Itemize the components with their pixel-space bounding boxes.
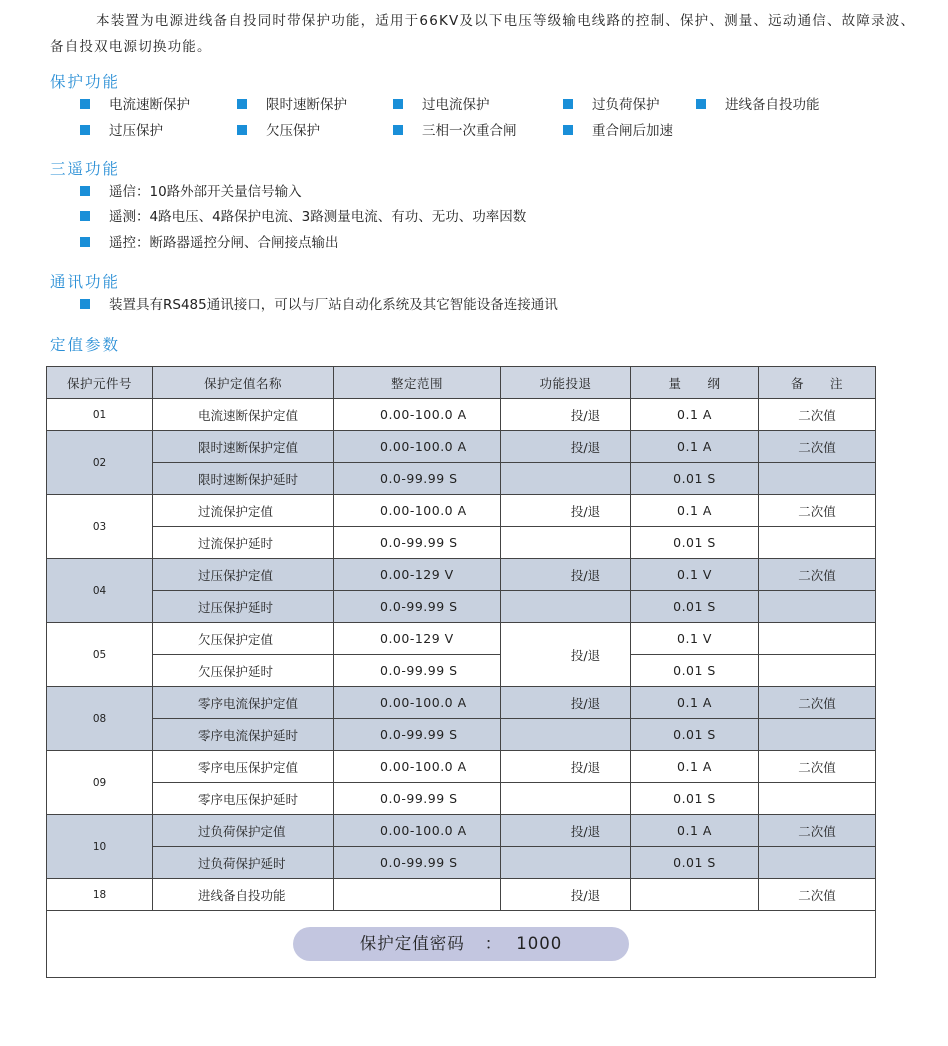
protection-item [563, 95, 660, 115]
table-row [47, 463, 876, 495]
bullet-square-icon [80, 237, 90, 247]
setting-name-cell: 过流保护定值 [153, 495, 334, 527]
note-cell: 二次值 [759, 559, 876, 591]
bullet-square-icon [393, 99, 403, 109]
bullet-square-icon [393, 125, 403, 135]
intro-paragraph: 本装置为电源进线备自投同时带保护功能，适用于66KV及以下电压等级输电线路的控制、保护、测量、远动通信、故障录波、备自投双电源切换功能。 [50, 13, 916, 55]
table-row [47, 399, 876, 431]
note-cell: 二次值 [759, 879, 876, 911]
protection-item [563, 121, 673, 141]
switch-cell [501, 847, 631, 879]
bullet-square-icon [696, 99, 706, 109]
password-separator: ： [484, 934, 503, 953]
table-row [47, 815, 876, 847]
protection-item [696, 95, 820, 115]
protection-item [237, 121, 320, 141]
protection-item-label: 进线备自投功能 [725, 97, 820, 113]
range-cell: 0.0-99.99 S [334, 783, 501, 815]
unit-cell [631, 879, 759, 911]
protection-item-label: 欠压保护 [266, 123, 320, 139]
unit-cell: 0.1 A [631, 815, 759, 847]
table-row [47, 591, 876, 623]
protection-item [393, 121, 517, 141]
range-cell: 0.0-99.99 S [334, 527, 501, 559]
protection-item-label: 限时速断保护 [266, 97, 347, 113]
switch-cell: 投/退 [501, 495, 631, 527]
protection-item-label: 重合闸后加速 [592, 123, 673, 139]
communication-text: 装置具有RS485通讯接口，可以与厂站自动化系统及其它智能设备连接通讯 [109, 297, 558, 313]
element-id-cell: 09 [47, 751, 153, 815]
range-cell: 0.00-100.0 A [334, 687, 501, 719]
remote-signal-text: 遥信：10路外部开关量信号输入 [109, 184, 302, 200]
unit-cell: 0.01 S [631, 783, 759, 815]
protection-item-label: 过压保护 [109, 123, 163, 139]
table-row [47, 879, 876, 911]
bullet-square-icon [563, 125, 573, 135]
setting-name-cell: 限时速断保护定值 [153, 431, 334, 463]
note-cell [759, 783, 876, 815]
element-id-cell: 04 [47, 559, 153, 623]
range-cell: 0.0-99.99 S [334, 847, 501, 879]
bullet-square-icon [80, 125, 90, 135]
switch-cell: 投/退 [501, 751, 631, 783]
settings-table [46, 366, 876, 978]
element-id-cell: 08 [47, 687, 153, 751]
switch-cell [501, 719, 631, 751]
table-row [47, 847, 876, 879]
range-cell: 0.0-99.99 S [334, 463, 501, 495]
range-cell: 0.0-99.99 S [334, 591, 501, 623]
table-row [47, 527, 876, 559]
protection-item-label: 过负荷保护 [592, 97, 660, 113]
setting-name-cell: 限时速断保护延时 [153, 463, 334, 495]
switch-cell: 投/退 [501, 879, 631, 911]
unit-cell: 0.01 S [631, 527, 759, 559]
bullet-square-icon [80, 186, 90, 196]
table-row [47, 687, 876, 719]
setting-name-cell: 欠压保护延时 [153, 655, 334, 687]
bullet-square-icon [80, 211, 90, 221]
setting-name-cell: 过压保护定值 [153, 559, 334, 591]
range-cell: 0.00-129 V [334, 559, 501, 591]
setting-name-cell: 进线备自投功能 [153, 879, 334, 911]
setting-name-cell: 零序电压保护延时 [153, 783, 334, 815]
note-cell [759, 463, 876, 495]
unit-cell: 0.01 S [631, 847, 759, 879]
element-id-cell: 02 [47, 431, 153, 495]
setting-name-cell: 过负荷保护延时 [153, 847, 334, 879]
switch-cell [501, 591, 631, 623]
range-cell [334, 879, 501, 911]
protection-item [237, 95, 347, 115]
table-header-row [47, 367, 876, 399]
remote-control-text: 遥控：断路器遥控分闸、合闸接点输出 [109, 235, 339, 251]
note-cell [759, 591, 876, 623]
element-id-cell: 05 [47, 623, 153, 687]
setting-name-cell: 零序电压保护定值 [153, 751, 334, 783]
range-cell: 0.00-100.0 A [334, 431, 501, 463]
bullet-square-icon [80, 299, 90, 309]
section-title-settings: 定值参数 [50, 336, 121, 354]
remote-measure-text: 遥测：4路电压、4路保护电流、3路测量电流、有功、无功、功率因数 [109, 209, 527, 225]
unit-cell: 0.1 V [631, 623, 759, 655]
table-row [47, 719, 876, 751]
unit-cell: 0.1 A [631, 495, 759, 527]
password-cell [47, 911, 876, 978]
section-title-three-remote: 三遥功能 [50, 160, 121, 178]
unit-cell: 0.01 S [631, 463, 759, 495]
protection-item-label: 过电流保护 [422, 97, 490, 113]
switch-cell: 投/退 [501, 399, 631, 431]
note-cell: 二次值 [759, 751, 876, 783]
switch-cell: 投/退 [501, 687, 631, 719]
table-row [47, 559, 876, 591]
note-cell [759, 847, 876, 879]
section-title-communication: 通讯功能 [50, 273, 121, 291]
switch-cell [501, 783, 631, 815]
remote-measure-item [80, 207, 526, 227]
setting-name-cell: 电流速断保护定值 [153, 399, 334, 431]
range-cell: 0.00-100.0 A [334, 751, 501, 783]
range-cell: 0.00-100.0 A [334, 399, 501, 431]
column-header-setting-name: 保护定值名称 [153, 367, 334, 399]
remote-control-item [80, 233, 339, 253]
switch-cell [501, 463, 631, 495]
setting-name-cell: 过压保护延时 [153, 591, 334, 623]
column-header-switch: 功能投退 [501, 367, 631, 399]
unit-cell: 0.1 V [631, 559, 759, 591]
column-header-element-id: 保护元件号 [47, 367, 153, 399]
bullet-square-icon [80, 99, 90, 109]
setting-name-cell: 欠压保护定值 [153, 623, 334, 655]
element-id-cell: 03 [47, 495, 153, 559]
switch-cell: 投/退 [501, 431, 631, 463]
range-cell: 0.00-100.0 A [334, 815, 501, 847]
range-cell: 0.00-100.0 A [334, 495, 501, 527]
protection-item [393, 95, 490, 115]
protection-item [80, 121, 163, 141]
setting-name-cell: 零序电流保护延时 [153, 719, 334, 751]
unit-cell: 0.1 A [631, 431, 759, 463]
setting-name-cell: 过负荷保护定值 [153, 815, 334, 847]
table-row [47, 431, 876, 463]
switch-cell: 投/退 [501, 559, 631, 591]
communication-item [80, 295, 558, 315]
note-cell [759, 623, 876, 655]
section-title-protection: 保护功能 [50, 73, 121, 91]
remote-signal-item [80, 182, 302, 202]
setting-name-cell: 过流保护延时 [153, 527, 334, 559]
note-cell: 二次值 [759, 399, 876, 431]
password-label: 保护定值密码 [359, 934, 465, 953]
switch-cell: 投/退 [501, 623, 631, 687]
bullet-square-icon [237, 99, 247, 109]
table-row [47, 783, 876, 815]
range-cell: 0.0-99.99 S [334, 719, 501, 751]
unit-cell: 0.1 A [631, 687, 759, 719]
unit-cell: 0.01 S [631, 655, 759, 687]
table-row [47, 495, 876, 527]
protection-item [80, 95, 190, 115]
range-cell: 0.00-129 V [334, 623, 501, 655]
table-row [47, 751, 876, 783]
bullet-square-icon [237, 125, 247, 135]
element-id-cell: 01 [47, 399, 153, 431]
note-cell [759, 527, 876, 559]
unit-cell: 0.01 S [631, 719, 759, 751]
table-row [47, 623, 876, 655]
protection-item-label: 三相一次重合闸 [422, 123, 517, 139]
column-header-unit: 量 纲 [631, 367, 759, 399]
note-cell [759, 655, 876, 687]
table-row [47, 655, 876, 687]
password-badge [293, 927, 629, 961]
setting-name-cell: 零序电流保护定值 [153, 687, 334, 719]
protection-item-label: 电流速断保护 [109, 97, 190, 113]
unit-cell: 0.01 S [631, 591, 759, 623]
element-id-cell: 18 [47, 879, 153, 911]
password-row [47, 911, 876, 978]
note-cell: 二次值 [759, 431, 876, 463]
range-cell: 0.0-99.99 S [334, 655, 501, 687]
column-header-range: 整定范围 [334, 367, 501, 399]
element-id-cell: 10 [47, 815, 153, 879]
unit-cell: 0.1 A [631, 751, 759, 783]
unit-cell: 0.1 A [631, 399, 759, 431]
note-cell [759, 719, 876, 751]
column-header-note: 备 注 [759, 367, 876, 399]
bullet-square-icon [563, 99, 573, 109]
switch-cell: 投/退 [501, 815, 631, 847]
note-cell: 二次值 [759, 687, 876, 719]
note-cell: 二次值 [759, 495, 876, 527]
note-cell: 二次值 [759, 815, 876, 847]
password-value: 1000 [516, 934, 563, 953]
switch-cell [501, 527, 631, 559]
